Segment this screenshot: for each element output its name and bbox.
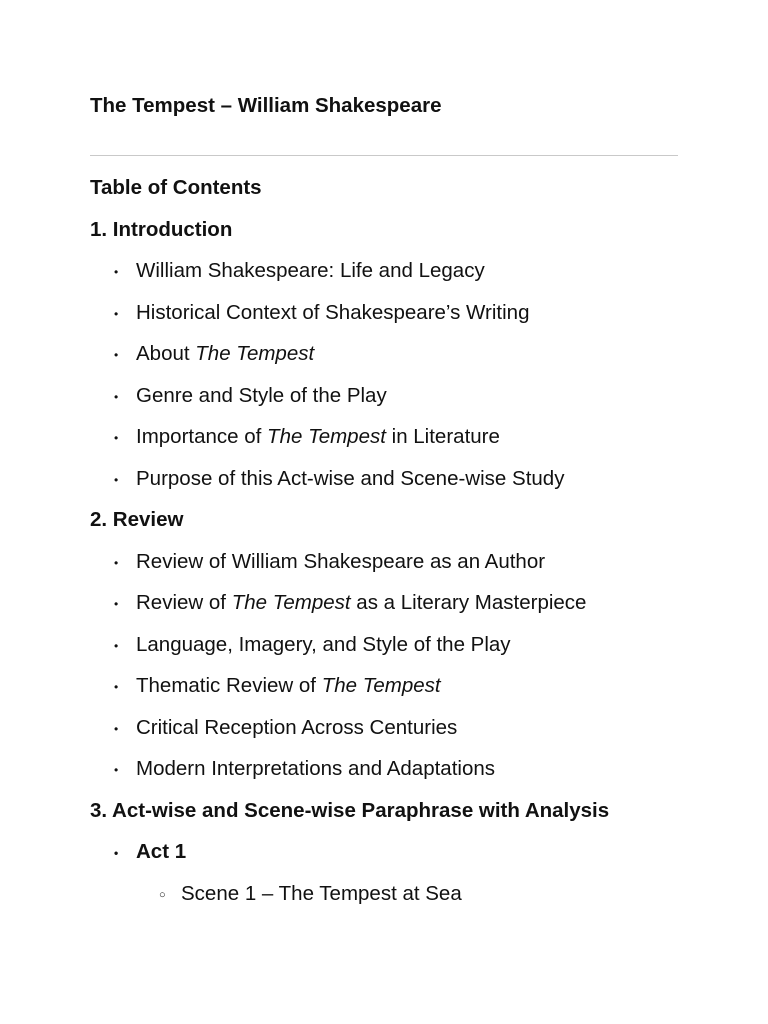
- list-item: [90, 672, 690, 700]
- acts-list: [90, 838, 690, 908]
- act-label: Act 1: [136, 840, 187, 863]
- scene-item: [136, 880, 690, 908]
- table-of-contents: [90, 174, 690, 921]
- item-text: Importance of: [136, 425, 268, 448]
- bullet-icon: •: [114, 638, 119, 653]
- list-item: [90, 465, 690, 493]
- bullet-icon: •: [114, 721, 119, 736]
- item-text: Review of William Shakespeare as an Author: [136, 549, 546, 573]
- list-item: [90, 299, 690, 327]
- bullet-icon: •: [114, 555, 119, 570]
- item-text: Critical Reception Across Centuries: [136, 715, 458, 739]
- scene-label: Scene 1 – The Tempest at Sea: [181, 881, 462, 905]
- bullet-icon: •: [114, 431, 119, 445]
- item-text: Review of: [136, 591, 232, 614]
- section-title-paraphrase: 3. Act-wise and Scene-wise Paraphrase with Analysis: [90, 798, 610, 822]
- item-text-after: as a Literary Masterpiece: [350, 591, 587, 614]
- toc-heading: Table of Contents: [90, 176, 262, 199]
- list-item: [90, 714, 690, 742]
- item-text: Language, Imagery, and Style of the Play: [136, 632, 511, 656]
- bullet-icon: •: [114, 265, 119, 279]
- scenes-list: [136, 880, 690, 908]
- section-title-introduction: 1. Introduction: [90, 217, 233, 241]
- item-text: Modern Interpretations and Adaptations: [136, 757, 495, 780]
- item-italic-text: The Tempest: [267, 425, 386, 448]
- list-item: [90, 755, 690, 783]
- list-item: [90, 548, 690, 576]
- bullet-icon: •: [114, 472, 119, 487]
- circle-bullet-icon: ○: [159, 888, 166, 901]
- bullet-icon: •: [114, 389, 119, 404]
- item-text: Genre and Style of the Play: [136, 383, 387, 407]
- item-text: Purpose of this Act-wise and Scene-wise Study: [136, 466, 565, 490]
- item-text: About: [136, 342, 196, 365]
- item-text: Historical Context of Shakespeare’s Writing: [136, 300, 530, 324]
- bullet-icon: •: [114, 680, 119, 694]
- item-text: Thematic Review of: [136, 674, 322, 697]
- item-italic-text: The Tempest: [195, 342, 315, 365]
- list-item: [90, 340, 690, 368]
- list-item: [90, 423, 690, 451]
- bullet-icon: •: [114, 846, 119, 860]
- bullet-icon: •: [114, 348, 119, 362]
- item-italic-text: The Tempest: [321, 674, 441, 697]
- list-item: [90, 589, 690, 617]
- item-text: William Shakespeare: Life and Legacy: [136, 259, 485, 282]
- introduction-list: [90, 257, 690, 493]
- list-item: [90, 631, 690, 659]
- list-item: [90, 382, 690, 410]
- bullet-icon: •: [114, 763, 119, 777]
- act-item: [90, 838, 690, 908]
- title-divider: [90, 155, 678, 156]
- review-list: [90, 548, 690, 784]
- item-italic-text: The Tempest: [231, 591, 351, 614]
- section-title-review: 2. Review: [90, 508, 184, 531]
- list-item: [90, 257, 690, 285]
- bullet-icon: •: [114, 306, 119, 321]
- document-title: The Tempest – William Shakespeare: [90, 94, 442, 117]
- bullet-icon: •: [114, 597, 119, 611]
- item-text-after: in Literature: [385, 425, 500, 448]
